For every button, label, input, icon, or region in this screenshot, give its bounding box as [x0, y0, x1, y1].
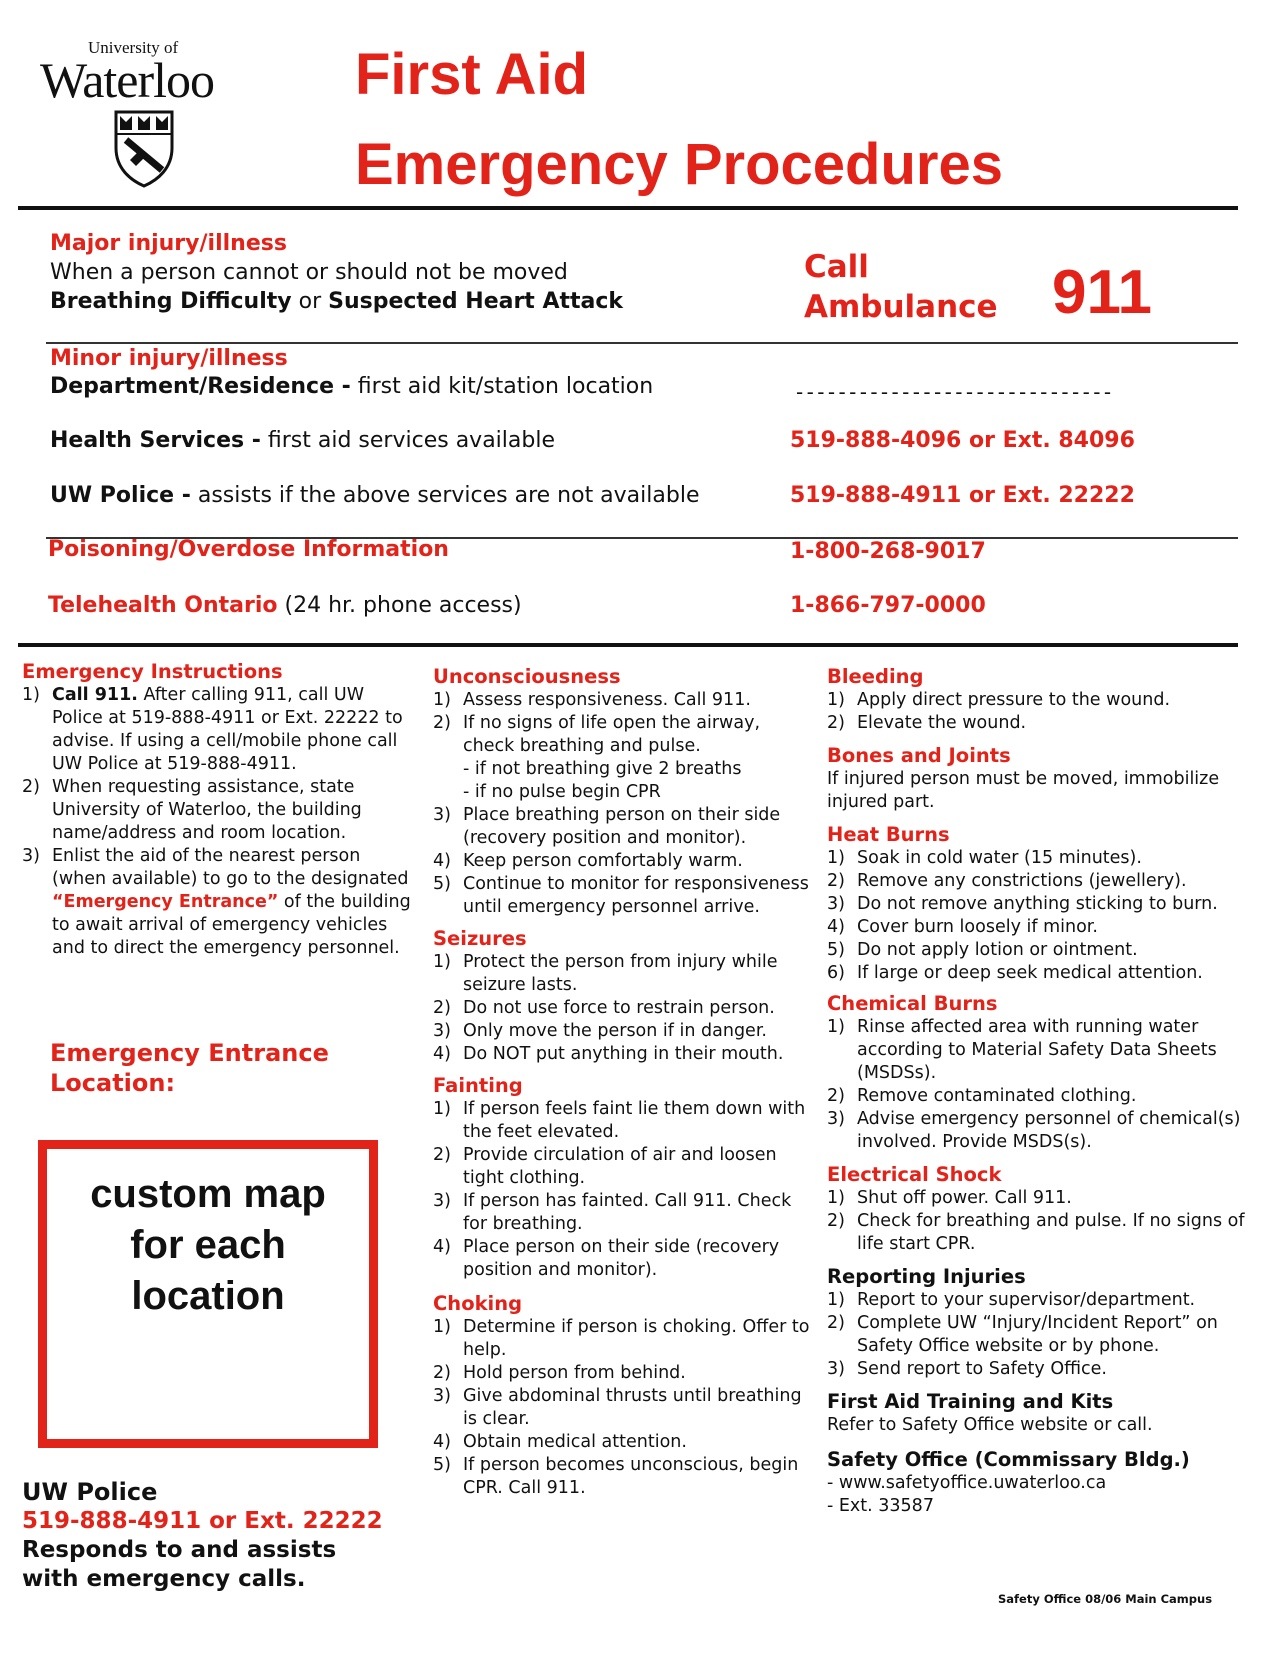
item-text: Give abdominal thrusts until breathing is clear. [463, 1386, 802, 1429]
item-number: 1) [827, 1290, 845, 1310]
instruction-item [22, 776, 412, 845]
chemical-burns-list [827, 1016, 1247, 1154]
item-number: 2) [433, 998, 451, 1018]
unconsciousness-list [433, 689, 813, 919]
list-item [827, 916, 1247, 939]
safety-office-website[interactable]: - www.safetyoffice.uwaterloo.ca [827, 1473, 1107, 1493]
list-item [827, 1289, 1247, 1312]
list-item [433, 1454, 813, 1500]
instruction-text: of the building to await arrival of emergency vehicles and to direct the emergency personnel. [52, 892, 411, 958]
item-text: Cover burn loosely if minor. [857, 917, 1098, 937]
uw-police-label: UW Police - [50, 483, 191, 508]
item-text: Continue to monitor for responsiveness until emergency personnel arrive. [463, 874, 809, 917]
item-number: 1) [433, 690, 451, 710]
health-services-desc: first aid services available [260, 428, 555, 453]
list-item [827, 1187, 1247, 1210]
entrance-heading-line1: Emergency Entrance [50, 1039, 329, 1067]
list-item [433, 850, 813, 873]
call-label: Call [804, 249, 869, 285]
map-text-line: location [131, 1274, 285, 1318]
item-text: Do NOT put anything in their mouth. [463, 1044, 784, 1064]
list-item [433, 758, 813, 781]
health-services-row [50, 427, 555, 455]
item-text: Do not use force to restrain person. [463, 998, 775, 1018]
item-number: 1) [433, 952, 451, 972]
item-number: 1) [827, 690, 845, 710]
item-number: 2) [827, 713, 845, 733]
instruction-text: When requesting assistance, state University of Waterloo, the building name/address and room location. [52, 777, 362, 843]
telehealth-phone: 1-866-797-0000 [790, 593, 986, 618]
list-item [433, 997, 813, 1020]
major-divider [46, 342, 1238, 344]
training-text: Refer to Safety Office website or call. [827, 1415, 1153, 1435]
crest-icon [112, 108, 176, 188]
item-text: Remove contaminated clothing. [857, 1086, 1137, 1106]
list-item [433, 1098, 813, 1144]
safety-office-heading: Safety Office (Commissary Bldg.) [827, 1448, 1190, 1471]
map-text-line: custom map [90, 1172, 326, 1216]
item-text: Do not apply lotion or ointment. [857, 940, 1138, 960]
item-number: 6) [827, 963, 845, 983]
or-label: or [291, 289, 329, 314]
university-name: Waterloo [40, 52, 215, 108]
telehealth-label: Telehealth Ontario [48, 593, 278, 618]
item-text: Obtain medical attention. [463, 1432, 687, 1452]
item-number: 1) [827, 848, 845, 868]
list-item [433, 1316, 813, 1362]
seizures-heading: Seizures [433, 927, 527, 950]
list-item [433, 1236, 813, 1282]
item-text: - if not breathing give 2 breaths [463, 759, 742, 779]
bones-text: If injured person must be moved, immobilize injured part. [827, 769, 1220, 812]
item-text: Provide circulation of air and loosen tight clothing. [463, 1145, 777, 1188]
list-item [827, 1358, 1247, 1381]
map-text-line: for each [130, 1223, 286, 1267]
electrical-shock-list [827, 1187, 1247, 1256]
instruction-item [22, 684, 412, 776]
item-text: Rinse affected area with running water according to Material Safety Data Sheets (MSDSs). [857, 1017, 1217, 1083]
list-item [433, 712, 813, 758]
item-number: 3) [827, 1109, 845, 1129]
uw-police-phone: 519-888-4911 or Ext. 22222 [790, 483, 1135, 508]
item-text: Report to your supervisor/department. [857, 1290, 1196, 1310]
item-text: Determine if person is choking. Offer to help. [463, 1317, 810, 1360]
item-text: Send report to Safety Office. [857, 1359, 1107, 1379]
item-text: Protect the person from injury while seizure lasts. [463, 952, 778, 995]
minor-injury-heading: Minor injury/illness [50, 346, 288, 371]
item-text: Remove any constrictions (jewellery). [857, 871, 1187, 891]
item-text: Keep person comfortably warm. [463, 851, 743, 871]
item-number: 5) [827, 940, 845, 960]
item-number: 3) [433, 1386, 451, 1406]
emergency-instructions-section [22, 660, 412, 960]
item-number: 1) [827, 1188, 845, 1208]
emergency-entrance-emphasis: “Emergency Entrance” [52, 892, 279, 912]
list-item [433, 689, 813, 712]
list-item [433, 1362, 813, 1385]
item-number: 2) [433, 1363, 451, 1383]
list-item [433, 1385, 813, 1431]
list-item [827, 712, 1247, 735]
item-text: If person becomes unconscious, begin CPR. Call 911. [463, 1455, 799, 1498]
reporting-heading: Reporting Injuries [827, 1265, 1026, 1288]
uw-police-row [50, 482, 700, 510]
item-text: Advise emergency personnel of chemical(s) involved. Provide MSDS(s). [857, 1109, 1241, 1152]
item-number: 1) [433, 1099, 451, 1119]
footer-note: Safety Office 08/06 Main Campus [998, 1592, 1213, 1606]
item-number: 2) [827, 1211, 845, 1231]
breathing-difficulty-label: Breathing Difficulty [50, 289, 292, 314]
police-box-desc: Responds to and assists [22, 1537, 337, 1563]
list-item [433, 1144, 813, 1190]
list-item [433, 1431, 813, 1454]
call-911-label: Call 911. [52, 685, 138, 705]
university-of-label: University of [88, 38, 179, 57]
list-item [433, 1190, 813, 1236]
item-text: Elevate the wound. [857, 713, 1027, 733]
item-text: Do not remove anything sticking to burn. [857, 894, 1218, 914]
title-first-aid: First Aid [355, 42, 589, 107]
item-number: 2) [827, 1086, 845, 1106]
training-heading: First Aid Training and Kits [827, 1390, 1114, 1413]
department-phone-blank: ------------------------------ [796, 380, 1115, 404]
heart-attack-label: Suspected Heart Attack [328, 289, 624, 314]
emergency-instructions-heading: Emergency Instructions [22, 660, 283, 683]
item-number: 3) [433, 1021, 451, 1041]
bleeding-heading: Bleeding [827, 665, 924, 688]
item-text: Shut off power. Call 911. [857, 1188, 1072, 1208]
item-number: 1) [22, 685, 40, 705]
major-injury-desc: When a person cannot or should not be moved [50, 260, 568, 285]
item-number: 4) [827, 917, 845, 937]
list-item [827, 1016, 1247, 1085]
item-number: 2) [433, 713, 451, 733]
list-item [827, 870, 1247, 893]
fainting-list [433, 1098, 813, 1282]
list-item [433, 1020, 813, 1043]
major-injury-conditions [50, 288, 623, 316]
bleeding-list [827, 689, 1247, 735]
list-item [433, 951, 813, 997]
item-text: Place person on their side (recovery position and monitor). [463, 1237, 780, 1280]
poison-heading: Poisoning/Overdose Information [48, 537, 449, 562]
item-text: Only move the person if in danger. [463, 1021, 767, 1041]
table-divider [18, 643, 1238, 647]
uw-police-desc: assists if the above services are not available [190, 483, 700, 508]
major-injury-heading: Major injury/illness [50, 231, 287, 256]
item-number: 2) [827, 1313, 845, 1333]
electrical-shock-heading: Electrical Shock [827, 1163, 1002, 1186]
fainting-heading: Fainting [433, 1074, 523, 1097]
list-item [827, 1210, 1247, 1256]
item-text: If no signs of life open the airway, check breathing and pulse. [463, 713, 761, 756]
department-label: Department/Residence - [50, 374, 351, 399]
police-box-phone: 519-888-4911 or Ext. 22222 [22, 1508, 383, 1534]
map-placeholder [38, 1140, 378, 1448]
item-number: 4) [433, 1432, 451, 1452]
police-box-title: UW Police [22, 1478, 158, 1506]
item-text: Hold person from behind. [463, 1363, 686, 1383]
reporting-list [827, 1289, 1247, 1381]
heat-burns-list [827, 847, 1247, 985]
instruction-text: After calling 911, call UW Police at 519-888-4911 or Ext. 22222 to advise. If using a cell/mobile phone call UW Police at 519-888-4911. [52, 685, 403, 774]
list-item [827, 1108, 1247, 1154]
item-text: - if no pulse begin CPR [463, 782, 661, 802]
right-column [827, 665, 1247, 1518]
choking-list [433, 1316, 813, 1500]
item-text: Place breathing person on their side (recovery position and monitor). [463, 805, 781, 848]
item-number: 3) [433, 805, 451, 825]
item-number: 4) [433, 1237, 451, 1257]
list-item [433, 804, 813, 850]
item-number: 4) [433, 851, 451, 871]
seizures-list [433, 951, 813, 1066]
instruction-item [22, 845, 412, 960]
item-number: 2) [22, 777, 40, 797]
poison-phone: 1-800-268-9017 [790, 539, 986, 564]
safety-office-ext: - Ext. 33587 [827, 1496, 934, 1516]
item-text: Soak in cold water (15 minutes). [857, 848, 1142, 868]
telehealth-row [48, 592, 522, 620]
item-number: 2) [433, 1145, 451, 1165]
item-number: 5) [433, 874, 451, 894]
title-emergency-procedures: Emergency Procedures [355, 132, 1003, 197]
item-number: 5) [433, 1455, 451, 1475]
item-number: 3) [433, 1191, 451, 1211]
chemical-burns-heading: Chemical Burns [827, 992, 998, 1015]
bones-heading: Bones and Joints [827, 744, 1011, 767]
department-row [50, 373, 653, 401]
item-number: 3) [22, 846, 40, 866]
item-number: 3) [827, 894, 845, 914]
item-text: If large or deep seek medical attention. [857, 963, 1203, 983]
instruction-text: Enlist the aid of the nearest person (when available) to go to the designated [52, 846, 409, 889]
header-divider [18, 206, 1238, 210]
list-item [827, 939, 1247, 962]
item-text: Apply direct pressure to the wound. [857, 690, 1171, 710]
ambulance-number: 911 [1052, 258, 1153, 327]
item-number: 1) [827, 1017, 845, 1037]
department-desc: first aid kit/station location [350, 374, 654, 399]
police-box-desc: with emergency calls. [22, 1566, 306, 1592]
list-item [827, 1085, 1247, 1108]
entrance-heading-line2: Location: [50, 1069, 176, 1097]
item-number: 2) [827, 871, 845, 891]
middle-column [433, 665, 813, 1500]
heat-burns-heading: Heat Burns [827, 823, 950, 846]
item-text: Complete UW “Injury/Incident Report” on Safety Office website or by phone. [857, 1313, 1218, 1356]
unconsciousness-heading: Unconsciousness [433, 665, 621, 688]
item-number: 3) [827, 1359, 845, 1379]
list-item [827, 1312, 1247, 1358]
ambulance-label: Ambulance [804, 289, 998, 325]
list-item [827, 962, 1247, 985]
choking-heading: Choking [433, 1292, 523, 1315]
list-item [433, 781, 813, 804]
list-item [433, 1043, 813, 1066]
list-item [433, 873, 813, 919]
item-text: If person feels faint lie them down with the feet elevated. [463, 1099, 806, 1142]
item-number: 4) [433, 1044, 451, 1064]
item-number: 1) [433, 1317, 451, 1337]
list-item [827, 689, 1247, 712]
list-item [827, 893, 1247, 916]
health-services-label: Health Services - [50, 428, 261, 453]
telehealth-desc: (24 hr. phone access) [277, 593, 522, 618]
item-text: If person has fainted. Call 911. Check for breathing. [463, 1191, 792, 1234]
item-text: Assess responsiveness. Call 911. [463, 690, 751, 710]
item-text: Check for breathing and pulse. If no signs of life start CPR. [857, 1211, 1245, 1254]
health-services-phone: 519-888-4096 or Ext. 84096 [790, 428, 1135, 453]
list-item [827, 847, 1247, 870]
